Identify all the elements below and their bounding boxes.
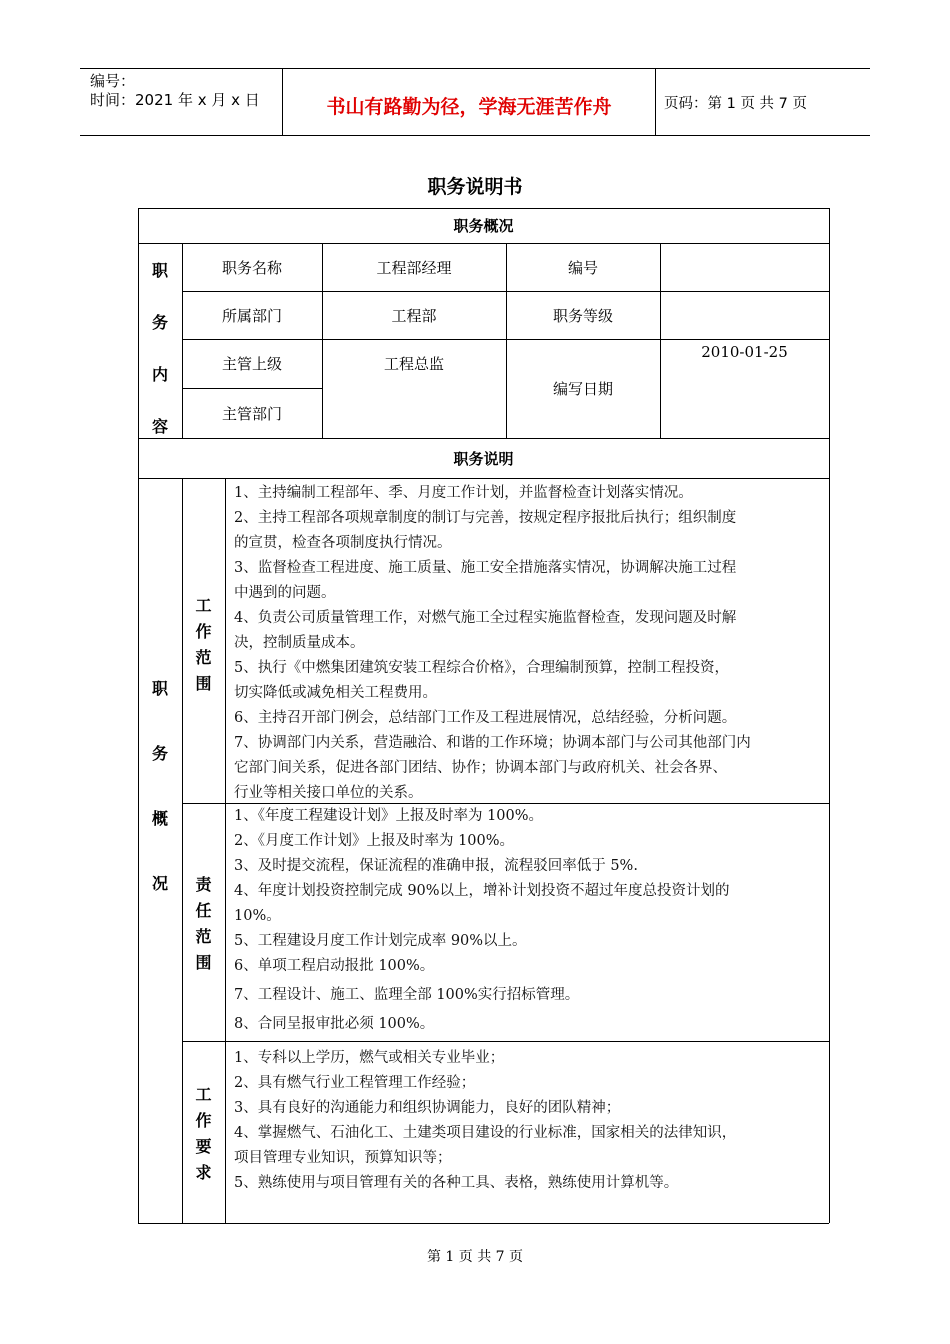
responsibility-line: 8、合同呈报审批必须 100%。 <box>234 1016 435 1032</box>
value-job-name: 工程部经理 <box>376 258 452 277</box>
label-code: 编号 <box>567 258 598 277</box>
work-scope-label: 工 作 范 围 <box>195 596 212 693</box>
value-write-date: 2010-01-25 <box>701 343 788 361</box>
requirements-content <box>234 1046 820 1196</box>
label-department: 所属部门 <box>221 306 282 325</box>
page-footer: 第 1 页 共 7 页 <box>426 1249 524 1265</box>
requirements-line: 2、具有燃气行业工程管理工作经验； <box>234 1075 476 1091</box>
overview-section-title: 职务概况 <box>453 217 514 235</box>
responsibility-label: 责 任 范 围 <box>195 875 212 972</box>
work-scope-line: 1、主持编制工程部年、季、月度工作计划，并监督检查计划落实情况。 <box>234 485 693 501</box>
description-section-title: 职务说明 <box>453 449 514 468</box>
label-write-date: 编写日期 <box>552 380 613 398</box>
work-scope-line: 行业等相关接口单位的关系。 <box>234 785 423 801</box>
responsibility-line: 2、《月度工作计划》上报及时率为 100%。 <box>234 833 515 849</box>
label-job-name: 职务名称 <box>221 258 282 277</box>
responsibility-line: 3、及时提交流程，保证流程的准确申报，流程驳回率低于 5%. <box>234 858 638 874</box>
label-managing-dept: 主管部门 <box>221 404 282 423</box>
requirements-line: 5、熟练使用与项目管理有关的各种工具、表格，熟练使用计算机等。 <box>234 1175 679 1191</box>
description-side-label: 职 务 概 况 <box>151 679 168 893</box>
requirements-line: 3、具有良好的沟通能力和组织协调能力，良好的团队精神； <box>234 1100 621 1116</box>
label-job-level: 职务等级 <box>552 306 613 325</box>
work-scope-line: 3、监督检查工程进度、施工质量、施工安全措施落实情况，协调解决施工过程 <box>234 560 737 576</box>
requirements-line: 项目管理专业知识，预算知识等； <box>234 1150 452 1166</box>
value-supervisor: 工程总监 <box>383 355 444 373</box>
responsibility-content <box>234 804 820 1037</box>
work-scope-line: 7、协调部门内关系，营造融洽、和谐的工作环境；协调本部门与公司其他部门内 <box>234 735 751 751</box>
header-divider <box>655 68 656 135</box>
header-number: 编号： <box>90 72 136 90</box>
value-code <box>660 243 829 291</box>
document-title: 职务说明书 <box>427 176 523 198</box>
header-time: 时间：2021 年 x 月 x 日 <box>90 91 260 109</box>
header-divider <box>282 68 283 135</box>
responsibility-line: 7、工程设计、施工、监理全部 100%实行招标管理。 <box>234 987 580 1003</box>
work-scope-line: 6、主持召开部门例会，总结部门工作及工程进展情况，总结经验，分析问题。 <box>234 710 737 726</box>
header-top-rule <box>80 68 870 69</box>
work-scope-line: 的宣贯，检查各项制度执行情况。 <box>234 535 452 551</box>
work-scope-content <box>234 481 820 806</box>
header-motto: 书山有路勤为径，学海无涯苦作舟 <box>326 96 612 118</box>
header-page-code: 页码：第 1 页 共 7 页 <box>664 96 807 112</box>
work-scope-line: 4、负责公司质量管理工作，对燃气施工全过程实施监督检查，发现问题及时解 <box>234 610 737 626</box>
responsibility-line: 4、年度计划投资控制完成 90%以上，增补计划投资不超过年度总投资计划的 <box>234 883 730 899</box>
value-managing-dept <box>322 388 506 438</box>
requirements-line: 1、专科以上学历，燃气或相关专业毕业； <box>234 1050 505 1066</box>
responsibility-line: 10%。 <box>234 908 281 924</box>
value-department: 工程部 <box>391 306 437 325</box>
value-job-level <box>660 291 829 339</box>
work-scope-line: 中遇到的问题。 <box>234 585 336 601</box>
header-bottom-rule <box>80 135 870 136</box>
requirements-line: 4、掌握燃气、石油化工、土建类项目建设的行业标准，国家相关的法律知识， <box>234 1125 737 1141</box>
work-scope-line: 它部门间关系，促进各部门团结、协作；协调本部门与政府机关、社会各界、 <box>234 760 727 776</box>
responsibility-line: 6、单项工程启动报批 100%。 <box>234 958 435 974</box>
work-scope-line: 切实降低或减免相关工程费用。 <box>234 685 437 701</box>
label-supervisor: 主管上级 <box>221 355 282 373</box>
responsibility-line: 1、《年度工程建设计划》上报及时率为 100%。 <box>234 808 544 824</box>
work-scope-line: 5、执行《中燃集团建筑安装工程综合价格》，合理编制预算，控制工程投资， <box>234 660 729 676</box>
requirements-label: 工 作 要 求 <box>195 1085 212 1182</box>
work-scope-line: 决，控制质量成本。 <box>234 635 365 651</box>
overview-side-label: 职 务 内 容 <box>151 261 168 436</box>
responsibility-line: 5、工程建设月度工作计划完成率 90%以上。 <box>234 933 527 949</box>
work-scope-line: 2、主持工程部各项规章制度的制订与完善，按规定程序报批后执行；组织制度 <box>234 510 737 526</box>
